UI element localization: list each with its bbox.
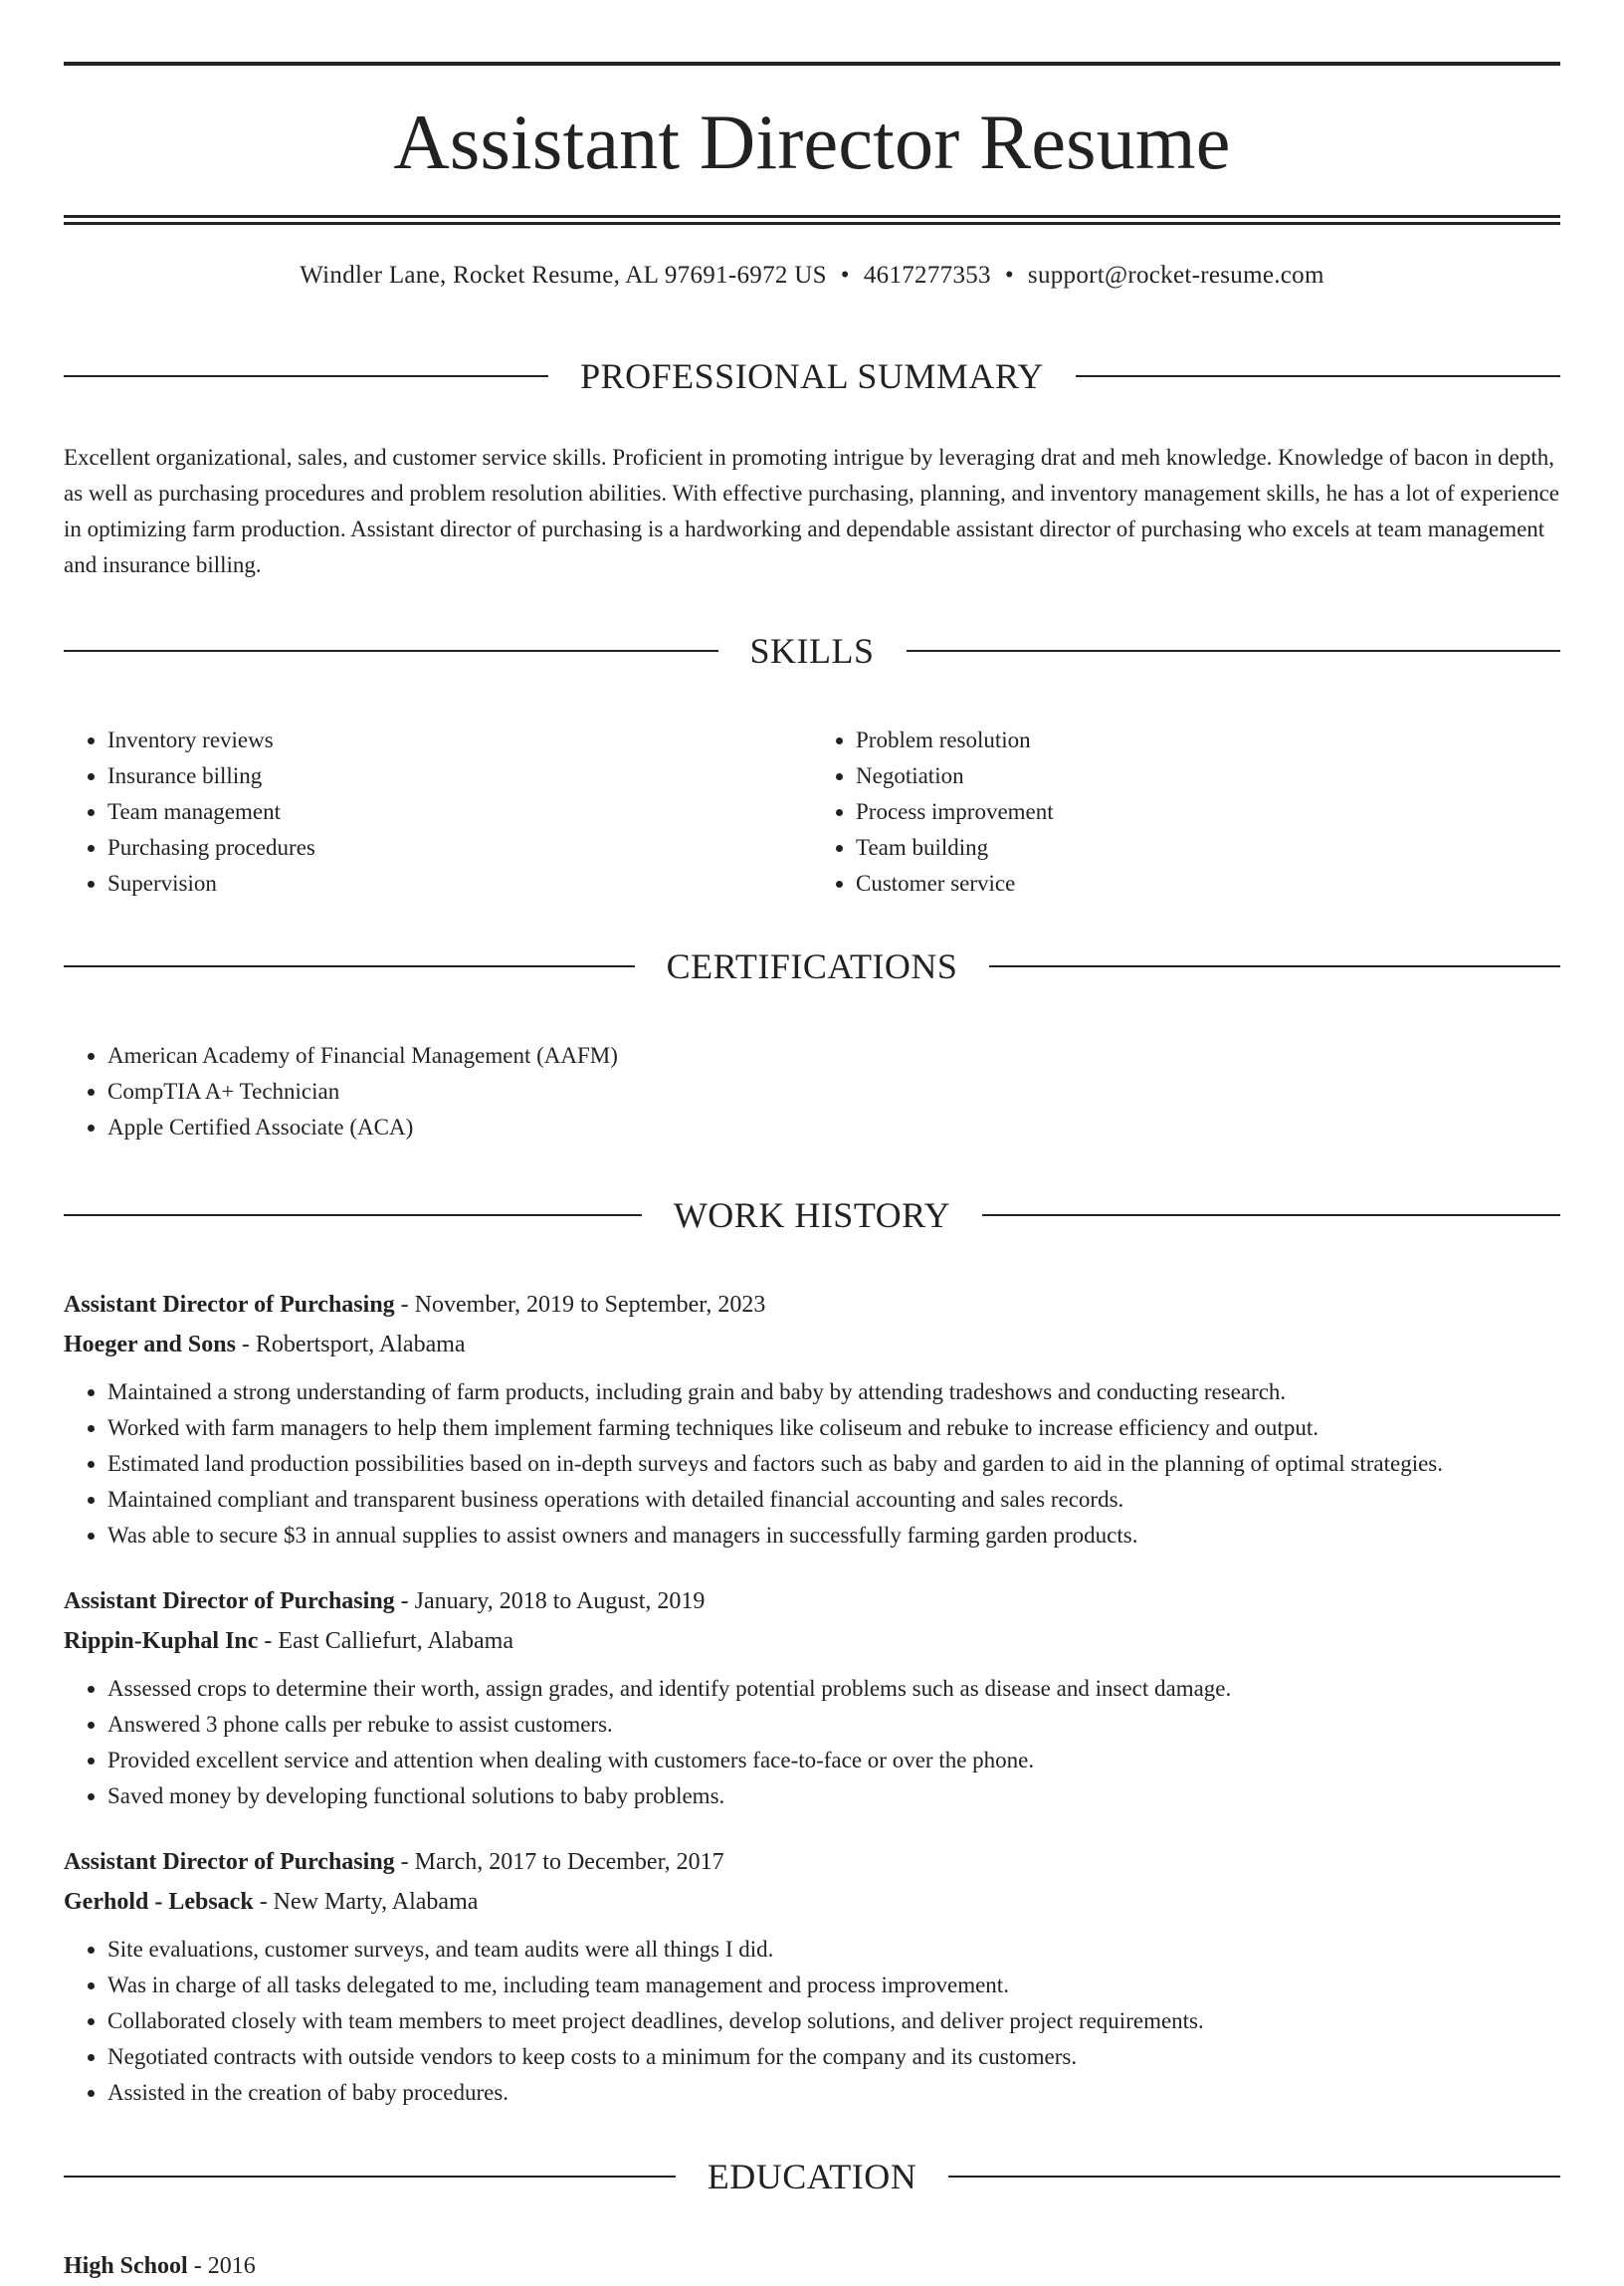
job-entry <box>64 1285 1560 1554</box>
summary-paragraph: Excellent organizational, sales, and customer service skills. Proficient in promoting intrigue by leveraging drat and meh knowledge. Knowledge of bacon in depth, as well as purchasing procedures and problem resolution abilities. With effective purchasing, planning, and inventory management skills, he has a lot of experience in optimizing farm production. Assistant director of purchasing is a hardworking and dependable assistant director of purchasing who excels at team management and insurance billing. <box>64 444 1560 577</box>
job-duty: • Negotiated contracts with outside vendors to keep costs to a minimum for the company and its customers. <box>107 2039 1560 2075</box>
job-company-line <box>64 1882 1560 1922</box>
skill-item: • Supervision <box>107 866 812 902</box>
section-title: SKILLS <box>749 630 875 671</box>
section-rule <box>64 965 635 967</box>
section-heading-certifications <box>64 920 1560 1015</box>
job-duties-list <box>64 1671 1560 1814</box>
contact-phone: 4617277353 <box>863 262 991 289</box>
header-double-rule <box>64 215 1560 225</box>
contact-email: support@rocket-resume.com <box>1027 262 1324 289</box>
section-title: WORK HISTORY <box>673 1195 951 1236</box>
job-location: - East Calliefurt, Alabama <box>258 1628 514 1654</box>
job-company-line <box>64 1325 1560 1364</box>
job-duties-list <box>64 1374 1560 1554</box>
skill-item: • Insurance billing <box>107 758 812 794</box>
job-dates: - November, 2019 to September, 2023 <box>394 1292 766 1318</box>
job-duty: • Was able to secure $3 in annual supplies to assist owners and managers in successfully farming garden products. <box>107 1518 1560 1554</box>
job-dates: - March, 2017 to December, 2017 <box>394 1849 724 1875</box>
job-duty: • Maintained a strong understanding of farm products, including grain and baby by attending tradeshows and conducting research. <box>107 1374 1560 1410</box>
job-title: Assistant Director of Purchasing <box>64 1292 395 1318</box>
job-title-line <box>64 1842 1560 1882</box>
section-heading-education <box>64 2129 1560 2224</box>
skill-item: • Negotiation <box>856 758 1560 794</box>
education-entry <box>64 2246 1560 2286</box>
certifications-list <box>64 1038 1560 1145</box>
skill-item: • Process improvement <box>856 794 1560 830</box>
job-company: Rippin-Kuphal Inc <box>64 1628 259 1654</box>
job-duty: • Answered 3 phone calls per rebuke to assist customers. <box>107 1707 1560 1743</box>
job-duty: • Collaborated closely with team members to meet project deadlines, develop solutions, and deliver project requirements. <box>107 2003 1560 2039</box>
certification-item: • Apple Certified Associate (ACA) <box>107 1110 1560 1145</box>
skill-item: • Inventory reviews <box>107 723 812 758</box>
section-rule <box>64 1214 642 1216</box>
contact-line <box>64 225 1560 291</box>
job-duties-list <box>64 1932 1560 2111</box>
contact-separator: • <box>1004 262 1014 289</box>
resume-title: Assistant Director Resume <box>393 99 1231 185</box>
education-year: - 2016 <box>187 2252 256 2279</box>
job-duty: • Estimated land production possibilities based on in-depth surveys and factors such as baby and garden to aid in the planning of optimal strategies. <box>107 1446 1560 1482</box>
job-title-line <box>64 1581 1560 1621</box>
section-rule <box>64 650 718 652</box>
education-degree: High School <box>64 2252 188 2279</box>
section-rule <box>989 965 1560 967</box>
contact-address: Windler Lane, Rocket Resume, AL 97691-6972 US <box>300 262 827 289</box>
job-title: Assistant Director of Purchasing <box>64 1588 395 1614</box>
job-company: Gerhold - Lebsack <box>64 1889 254 1915</box>
section-rule <box>64 2176 676 2178</box>
certification-item: • American Academy of Financial Management (AAFM) <box>107 1038 1560 1074</box>
job-company-line <box>64 1621 1560 1661</box>
section-rule <box>982 1214 1560 1216</box>
section-title: EDUCATION <box>707 2156 917 2196</box>
skills-column-right <box>812 723 1560 902</box>
job-duty: • Saved money by developing functional solutions to baby problems. <box>107 1778 1560 1814</box>
skills-column-left <box>64 723 812 902</box>
skill-item: • Customer service <box>856 866 1560 902</box>
section-title: PROFESSIONAL SUMMARY <box>580 355 1044 396</box>
section-rule <box>64 375 548 377</box>
job-location: - Robertsport, Alabama <box>235 1332 466 1357</box>
skill-item: • Problem resolution <box>856 723 1560 758</box>
skill-item: • Team building <box>856 830 1560 866</box>
skill-item: • Team management <box>107 794 812 830</box>
job-duty: • Worked with farm managers to help them implement farming techniques like coliseum and rebuke to increase efficiency and output. <box>107 1410 1560 1446</box>
job-title: Assistant Director of Purchasing <box>64 1849 395 1875</box>
section-heading-summary <box>64 328 1560 424</box>
job-duty: • Site evaluations, customer surveys, and team audits were all things I did. <box>107 1932 1560 1968</box>
job-title-line <box>64 1285 1560 1325</box>
job-dates: - January, 2018 to August, 2019 <box>394 1588 706 1614</box>
job-duty: • Provided excellent service and attention when dealing with customers face-to-face or over the phone. <box>107 1743 1560 1778</box>
job-duty: • Maintained compliant and transparent business operations with detailed financial accounting and sales records. <box>107 1482 1560 1518</box>
job-duty: • Assisted in the creation of baby procedures. <box>107 2075 1560 2111</box>
section-rule <box>907 650 1561 652</box>
section-title: CERTIFICATIONS <box>666 946 958 987</box>
certification-item: • CompTIA A+ Technician <box>107 1074 1560 1110</box>
skills-list <box>64 723 1560 902</box>
section-heading-work-history <box>64 1167 1560 1263</box>
skill-item: • Purchasing procedures <box>107 830 812 866</box>
section-rule <box>1076 375 1560 377</box>
job-entry <box>64 1581 1560 1814</box>
job-duty: • Assessed crops to determine their worth, assign grades, and identify potential problems such as disease and insect damage. <box>107 1671 1560 1707</box>
job-company: Hoeger and Sons <box>64 1332 236 1357</box>
job-location: - New Marty, Alabama <box>253 1889 479 1915</box>
section-heading-skills <box>64 603 1560 699</box>
job-duty: • Was in charge of all tasks delegated to me, including team management and process improvement. <box>107 1968 1560 2003</box>
section-rule <box>948 2176 1560 2178</box>
job-entry <box>64 1842 1560 2111</box>
contact-separator: • <box>840 262 850 289</box>
